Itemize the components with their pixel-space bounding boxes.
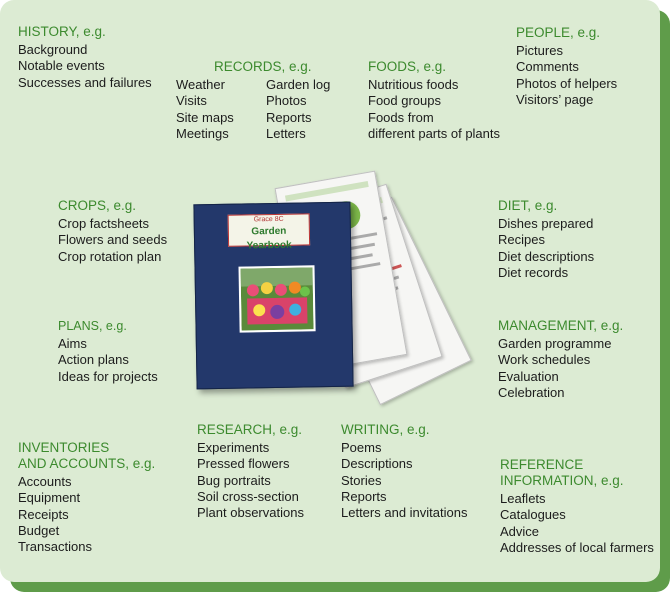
- list-item: Nutritious foods: [368, 77, 459, 92]
- list-item: Crop rotation plan: [58, 248, 162, 264]
- list-item: Work schedules: [498, 352, 591, 368]
- group-title-line2: INFORMATION, e.g.: [500, 473, 624, 488]
- list-item: Successes and failures: [18, 74, 152, 90]
- list-item: Dishes prepared: [498, 216, 594, 231]
- list-item: Budget: [18, 522, 60, 538]
- group-title: CROPS, e.g.: [58, 198, 137, 213]
- list-item: Background: [18, 42, 88, 57]
- yearbook-cover: [193, 202, 353, 390]
- list-item: Crop factsheets: [58, 216, 150, 231]
- group-records: [176, 59, 330, 142]
- yearbook-photo: [190, 170, 480, 400]
- list-item: Soil cross-section: [197, 488, 299, 504]
- group-reference: [500, 457, 654, 556]
- list-item: Addresses of local farmers: [500, 539, 654, 555]
- list-item: Reports: [266, 109, 312, 125]
- list-item: Celebration: [498, 384, 565, 400]
- list-item: Accounts: [18, 474, 72, 489]
- cover-label-line1: Grace 8C: [253, 215, 284, 224]
- group-management: [498, 318, 623, 401]
- list-item: Site maps: [176, 109, 234, 125]
- list-item: Meetings: [176, 125, 229, 141]
- list-item: Plant observations: [197, 505, 304, 521]
- list-item: Evaluation: [498, 368, 559, 384]
- group-writing: [341, 422, 467, 521]
- group-title: PEOPLE, e.g.: [516, 25, 601, 40]
- group-diet: [498, 198, 594, 281]
- list-item: Weather: [176, 77, 225, 92]
- list-item: Visitors’ page: [516, 91, 594, 107]
- group-title-line1: REFERENCE: [500, 457, 584, 472]
- group-title: RESEARCH, e.g.: [197, 422, 303, 437]
- list-item: Aims: [58, 336, 87, 351]
- cover-label: [228, 213, 311, 252]
- group-plans: [58, 318, 158, 385]
- list-item: Transactions: [18, 539, 92, 555]
- group-research: [197, 422, 304, 521]
- list-item: Action plans: [58, 352, 129, 368]
- list-item: Photos: [266, 93, 307, 109]
- list-item: Experiments: [197, 440, 270, 455]
- list-item: Advice: [500, 523, 540, 539]
- list-item: Ideas for projects: [58, 368, 158, 384]
- group-foods: [368, 59, 500, 142]
- list-item: Notable events: [18, 58, 105, 74]
- cover-photo: [238, 265, 315, 332]
- list-item: Descriptions: [341, 456, 413, 472]
- list-item: Reports: [341, 488, 387, 504]
- group-title-line2: AND ACCOUNTS, e.g.: [18, 456, 156, 471]
- list-item: Diet descriptions: [498, 248, 595, 264]
- group-crops: [58, 198, 167, 265]
- group-title-line1: INVENTORIES: [18, 440, 110, 455]
- group-title: WRITING, e.g.: [341, 422, 430, 437]
- group-title: PLANS, e.g.: [58, 319, 127, 333]
- list-item: Pressed flowers: [197, 456, 290, 472]
- list-item: Pictures: [516, 43, 563, 58]
- list-item: Catalogues: [500, 507, 566, 523]
- list-item: Visits: [176, 93, 207, 109]
- list-item: Foods from: [368, 109, 434, 125]
- list-item: Poems: [341, 440, 382, 455]
- list-item: Garden programme: [498, 336, 612, 351]
- list-item: Stories: [341, 472, 382, 488]
- list-item: Letters: [266, 125, 306, 141]
- list-item: Letters and invitations: [341, 505, 468, 521]
- group-inventories: [18, 440, 155, 555]
- list-item: Photos of helpers: [516, 75, 618, 91]
- list-item: Equipment: [18, 490, 81, 506]
- list-item: Food groups: [368, 93, 441, 109]
- list-item: Garden log: [266, 77, 331, 92]
- list-item: Bug portraits: [197, 472, 271, 488]
- group-title: RECORDS, e.g.: [214, 59, 312, 74]
- group-people: [516, 25, 617, 108]
- group-title: HISTORY, e.g.: [18, 24, 106, 39]
- list-item: Comments: [516, 59, 579, 75]
- group-history: [18, 24, 152, 91]
- group-title: MANAGEMENT, e.g.: [498, 318, 624, 333]
- list-item: Receipts: [18, 506, 69, 522]
- cover-label-line2: Garden Yearbook: [246, 225, 292, 252]
- group-title: FOODS, e.g.: [368, 59, 447, 74]
- list-item: Leaflets: [500, 491, 546, 506]
- group-title: DIET, e.g.: [498, 198, 558, 213]
- list-item: Diet records: [498, 264, 569, 280]
- list-item: Flowers and seeds: [58, 232, 168, 248]
- list-item: Recipes: [498, 232, 545, 248]
- list-item: different parts of plants: [368, 125, 501, 141]
